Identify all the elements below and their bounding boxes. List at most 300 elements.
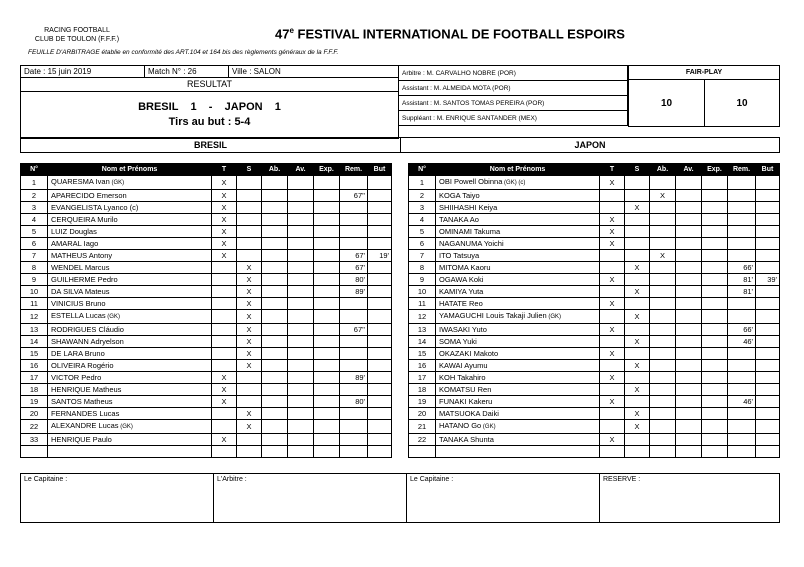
cell-av — [676, 420, 702, 434]
cell-rem — [728, 384, 756, 396]
cell-num: 18 — [21, 384, 48, 396]
cell-name: HATATE Reo — [436, 298, 600, 310]
cell-rem: 66' — [728, 262, 756, 274]
cell-ab — [262, 336, 288, 348]
cell-rem — [728, 176, 756, 190]
cell-name: OMINAMI Takuma — [436, 226, 600, 238]
cell-but — [756, 384, 780, 396]
cell-ab — [650, 238, 676, 250]
table-row — [409, 176, 780, 190]
column-header: T — [212, 164, 237, 176]
cell-ab — [262, 396, 288, 408]
cell-av — [676, 360, 702, 372]
cell-ab — [262, 214, 288, 226]
cell-name: MATHEUS Antony — [48, 250, 212, 262]
cell-rem: 89' — [340, 372, 368, 384]
assistant2-name: Assistant : M. SANTOS TOMAS PEREIRA (POR) — [399, 96, 628, 111]
cell-exp — [314, 238, 340, 250]
cell-av — [288, 202, 314, 214]
cell-but — [368, 298, 392, 310]
cell-av — [676, 298, 702, 310]
cell-name: WENDEL Marcus — [48, 262, 212, 274]
table-row — [21, 384, 392, 396]
cell-s — [625, 324, 650, 336]
column-header: Nom et Prénoms — [436, 164, 600, 176]
cell-but — [368, 372, 392, 384]
cell-but — [756, 190, 780, 202]
cell-av — [676, 408, 702, 420]
cell-av — [676, 396, 702, 408]
table-row — [21, 238, 392, 250]
cell-exp — [314, 360, 340, 372]
cell-rem — [728, 446, 756, 458]
table-row — [409, 420, 780, 434]
cell-av — [288, 274, 314, 286]
cell-name: RODRIGUES Cláudio — [48, 324, 212, 336]
cell-exp — [314, 274, 340, 286]
cell-ab — [262, 286, 288, 298]
column-header: T — [600, 164, 625, 176]
cell-exp — [702, 446, 728, 458]
table-row — [409, 190, 780, 202]
cell-rem — [728, 372, 756, 384]
cell-rem — [340, 176, 368, 190]
cell-num: 16 — [21, 360, 48, 372]
cell-rem — [340, 348, 368, 360]
cell-av — [288, 250, 314, 262]
column-header: S — [237, 164, 262, 176]
cell-but — [368, 446, 392, 458]
cell-name — [436, 446, 600, 458]
cell-ab — [650, 176, 676, 190]
cell-av — [676, 310, 702, 324]
cell-t: X — [600, 274, 625, 286]
home-roster-body — [21, 176, 392, 458]
table-row — [21, 226, 392, 238]
table-row — [21, 250, 392, 262]
column-header: N° — [409, 164, 436, 176]
cell-num: 19 — [21, 396, 48, 408]
column-header: Ab. — [262, 164, 288, 176]
table-row — [21, 434, 392, 446]
cell-t: X — [212, 238, 237, 250]
cell-name: MATSUOKA Daiki — [436, 408, 600, 420]
cell-s — [625, 298, 650, 310]
cell-exp — [314, 336, 340, 348]
cell-but — [368, 360, 392, 372]
cell-ab — [650, 226, 676, 238]
cell-exp — [314, 434, 340, 446]
table-row — [409, 250, 780, 262]
cell-but — [756, 250, 780, 262]
table-row — [409, 348, 780, 360]
cell-but — [756, 238, 780, 250]
cell-rem — [340, 298, 368, 310]
cell-s: X — [237, 310, 262, 324]
cell-ab — [650, 324, 676, 336]
cell-exp — [314, 324, 340, 336]
cell-num: 3 — [21, 202, 48, 214]
table-row — [409, 372, 780, 384]
cell-but — [756, 408, 780, 420]
cell-ab — [650, 286, 676, 298]
cell-name: OGAWA Koki — [436, 274, 600, 286]
cell-exp — [702, 408, 728, 420]
shootout-line: Tirs au but : 5-4 — [168, 116, 251, 128]
cell-but: 19' — [368, 250, 392, 262]
cell-av — [288, 262, 314, 274]
cell-av — [676, 274, 702, 286]
cell-rem: 46' — [728, 336, 756, 348]
cell-rem — [340, 360, 368, 372]
cell-name: KOMATSU Ren — [436, 384, 600, 396]
table-row — [409, 336, 780, 348]
cell-av — [288, 176, 314, 190]
cell-name: DE LARA Bruno — [48, 348, 212, 360]
cell-but — [368, 202, 392, 214]
cell-ab — [262, 360, 288, 372]
cell-but — [756, 360, 780, 372]
cell-ab — [262, 176, 288, 190]
reserve-box: RESERVE : — [600, 474, 780, 523]
cell-exp — [314, 396, 340, 408]
cell-s: X — [237, 298, 262, 310]
cell-t — [600, 336, 625, 348]
table-row — [21, 348, 392, 360]
cell-t — [600, 190, 625, 202]
cell-name: LUIZ Douglas — [48, 226, 212, 238]
cell-but — [756, 298, 780, 310]
cell-num: 22 — [409, 434, 436, 446]
cell-but — [756, 310, 780, 324]
cell-num: 13 — [409, 324, 436, 336]
cell-name: ALEXANDRE Lucas (GK) — [48, 420, 212, 434]
result-label: RESULTAT — [21, 78, 399, 92]
cell-t: X — [600, 348, 625, 360]
cell-exp — [702, 238, 728, 250]
cell-t — [212, 262, 237, 274]
cell-ab: X — [650, 250, 676, 262]
cell-num: 6 — [21, 238, 48, 250]
cell-av — [676, 176, 702, 190]
cell-name: YAMAGUCHI Louis Takaji Julien (GK) — [436, 310, 600, 324]
cell-name: FERNANDES Lucas — [48, 408, 212, 420]
cell-rem — [728, 298, 756, 310]
match-number: Match N° : 26 — [145, 66, 229, 78]
cell-num: 16 — [409, 360, 436, 372]
substitute-name: Suppléant : M. ENRIQUE SANTANDER (MEX) — [399, 111, 628, 126]
cell-s — [237, 250, 262, 262]
cell-rem — [340, 408, 368, 420]
cell-av — [676, 348, 702, 360]
cell-num: 8 — [21, 262, 48, 274]
cell-t: X — [212, 226, 237, 238]
cell-name: VICTOR Pedro — [48, 372, 212, 384]
cell-rem — [340, 434, 368, 446]
cell-ab — [262, 372, 288, 384]
cell-num: 11 — [21, 298, 48, 310]
cell-av — [288, 324, 314, 336]
cell-name: NAGANUMA Yoichi — [436, 238, 600, 250]
captain-away-signature: Le Capitaine : — [407, 474, 600, 523]
cell-num: 11 — [409, 298, 436, 310]
cell-exp — [314, 214, 340, 226]
cell-exp — [702, 384, 728, 396]
cell-name: GUILHERME Pedro — [48, 274, 212, 286]
cell-t — [600, 408, 625, 420]
cell-s — [237, 384, 262, 396]
cell-rem — [728, 250, 756, 262]
cell-rem — [340, 446, 368, 458]
cell-t: X — [212, 250, 237, 262]
cell-t: X — [600, 324, 625, 336]
cell-num — [409, 446, 436, 458]
cell-ab — [650, 396, 676, 408]
table-row — [409, 360, 780, 372]
cell-t: X — [212, 214, 237, 226]
cell-name: TANAKA Shunta — [436, 434, 600, 446]
cell-rem: 66' — [728, 324, 756, 336]
cell-s: X — [237, 336, 262, 348]
cell-name: KOGA Taiyo — [436, 190, 600, 202]
cell-rem: 81' — [728, 286, 756, 298]
cell-t: X — [212, 190, 237, 202]
cell-exp — [314, 176, 340, 190]
cell-s — [625, 214, 650, 226]
organizer-line1: RACING FOOTBALL — [44, 27, 110, 34]
referee-name: Arbitre : M. CARVALHO NOBRE (POR) — [399, 66, 628, 81]
cell-s: X — [237, 274, 262, 286]
cell-but — [756, 262, 780, 274]
column-header: S — [625, 164, 650, 176]
column-header: Av. — [288, 164, 314, 176]
match-date: Date : 15 juin 2019 — [21, 66, 145, 78]
cell-exp — [702, 214, 728, 226]
cell-num: 33 — [21, 434, 48, 446]
cell-ab — [262, 434, 288, 446]
gk-tag: (GK) — [109, 180, 125, 186]
cell-exp — [702, 396, 728, 408]
table-row — [21, 262, 392, 274]
cell-rem — [728, 408, 756, 420]
organizer — [28, 26, 126, 44]
cell-num: 21 — [409, 420, 436, 434]
cell-s: X — [237, 420, 262, 434]
cell-ab — [262, 446, 288, 458]
table-row — [409, 238, 780, 250]
cell-av — [288, 446, 314, 458]
cell-num: 14 — [21, 336, 48, 348]
cell-s: X — [237, 360, 262, 372]
cell-num: 15 — [21, 348, 48, 360]
cell-av — [288, 310, 314, 324]
cell-rem: 67'' — [340, 190, 368, 202]
match-info-table — [20, 65, 399, 139]
gk-tag: (GK) — [118, 424, 133, 430]
cell-name: ITO Tatsuya — [436, 250, 600, 262]
cell-name: IWASAKI Yuto — [436, 324, 600, 336]
table-row — [409, 202, 780, 214]
cell-av — [676, 336, 702, 348]
cell-but — [756, 336, 780, 348]
cell-name: OBI Powell Obinna (GK) (c) — [436, 176, 600, 190]
cell-but — [368, 420, 392, 434]
cell-ab — [650, 384, 676, 396]
match-city: Ville : SALON — [229, 66, 399, 78]
column-header: Av. — [676, 164, 702, 176]
cell-but — [756, 202, 780, 214]
cell-exp — [702, 324, 728, 336]
cell-name: SHIIHASHI Keiya — [436, 202, 600, 214]
table-row — [409, 434, 780, 446]
fairplay-away: 10 — [705, 80, 780, 127]
captain-home-signature: Le Capitaine : — [21, 474, 214, 523]
cell-av — [676, 324, 702, 336]
cell-t — [212, 324, 237, 336]
cell-ab — [262, 324, 288, 336]
cell-s — [237, 202, 262, 214]
cell-exp — [314, 408, 340, 420]
cell-s — [625, 396, 650, 408]
cell-t — [212, 274, 237, 286]
cell-num: 10 — [21, 286, 48, 298]
cell-but — [368, 310, 392, 324]
cell-but — [756, 214, 780, 226]
cell-name: OLIVEIRA Rogério — [48, 360, 212, 372]
cell-rem — [728, 360, 756, 372]
cell-name: KAMIYA Yuta — [436, 286, 600, 298]
cell-av — [676, 446, 702, 458]
cell-num: 12 — [409, 310, 436, 324]
cell-ab — [650, 202, 676, 214]
cell-but — [756, 324, 780, 336]
away-roster-table — [408, 163, 780, 458]
cell-but — [368, 384, 392, 396]
cell-but — [368, 336, 392, 348]
table-row — [21, 190, 392, 202]
cell-s: X — [625, 360, 650, 372]
cell-av — [676, 384, 702, 396]
cell-name: VINICIUS Bruno — [48, 298, 212, 310]
cell-but — [756, 176, 780, 190]
cell-num: 2 — [409, 190, 436, 202]
cell-rem — [728, 434, 756, 446]
cell-num: 15 — [409, 348, 436, 360]
cell-ab — [650, 446, 676, 458]
cell-rem — [728, 420, 756, 434]
cell-num: 18 — [409, 384, 436, 396]
cell-rem — [340, 214, 368, 226]
cell-name: ESTELLA Lucas (GK) — [48, 310, 212, 324]
column-header: But — [368, 164, 392, 176]
cell-av — [676, 262, 702, 274]
cell-t — [600, 202, 625, 214]
table-row — [21, 274, 392, 286]
cell-t: X — [212, 202, 237, 214]
cell-but — [368, 274, 392, 286]
cell-s: X — [625, 420, 650, 434]
cell-s — [625, 434, 650, 446]
gk-tag: (GK) (c) — [502, 180, 526, 186]
gk-tag: (GK) — [546, 314, 562, 320]
cell-num: 9 — [409, 274, 436, 286]
cell-exp — [314, 226, 340, 238]
cell-num: 1 — [21, 176, 48, 190]
cell-t: X — [600, 176, 625, 190]
cell-av — [676, 226, 702, 238]
cell-but — [368, 238, 392, 250]
cell-ab — [650, 310, 676, 324]
signatures-table — [20, 473, 780, 523]
officials-table — [398, 65, 628, 126]
cell-t — [600, 262, 625, 274]
cell-av — [676, 372, 702, 384]
cell-exp — [702, 360, 728, 372]
cell-rem — [728, 310, 756, 324]
cell-s — [237, 190, 262, 202]
table-row — [21, 396, 392, 408]
cell-rem — [728, 214, 756, 226]
table-row — [21, 408, 392, 420]
cell-rem — [340, 202, 368, 214]
cell-but — [756, 348, 780, 360]
cell-exp — [314, 420, 340, 434]
cell-exp — [702, 310, 728, 324]
organizer-line2: CLUB DE TOULON (F.F.F.) — [34, 36, 120, 43]
cell-but: 39' — [756, 274, 780, 286]
table-row — [409, 214, 780, 226]
cell-av — [288, 420, 314, 434]
cell-av — [676, 286, 702, 298]
cell-num: 9 — [21, 274, 48, 286]
cell-num: 7 — [21, 250, 48, 262]
cell-s: X — [625, 310, 650, 324]
cell-but — [756, 226, 780, 238]
cell-num: 2 — [21, 190, 48, 202]
cell-ab — [650, 298, 676, 310]
cell-ab — [650, 214, 676, 226]
cell-t — [600, 250, 625, 262]
cell-ab — [650, 420, 676, 434]
cell-t: X — [212, 384, 237, 396]
cell-av — [676, 434, 702, 446]
column-header: Exp. — [314, 164, 340, 176]
table-row — [21, 336, 392, 348]
cell-s — [625, 446, 650, 458]
cell-num: 6 — [409, 238, 436, 250]
cell-rem: 67'' — [340, 324, 368, 336]
cell-s: X — [625, 384, 650, 396]
cell-s — [237, 226, 262, 238]
cell-ab — [262, 420, 288, 434]
cell-t: X — [600, 226, 625, 238]
home-team-name: BRESIL — [21, 138, 401, 153]
cell-t — [600, 420, 625, 434]
cell-exp — [702, 176, 728, 190]
column-header: Nom et Prénoms — [48, 164, 212, 176]
cell-num: 10 — [409, 286, 436, 298]
cell-t: X — [600, 434, 625, 446]
cell-ab — [262, 238, 288, 250]
cell-num: 4 — [409, 214, 436, 226]
cell-but — [368, 396, 392, 408]
cell-but — [368, 262, 392, 274]
table-row — [21, 202, 392, 214]
cell-t — [212, 286, 237, 298]
cell-s — [625, 238, 650, 250]
cell-name: APARECIDO Emerson — [48, 190, 212, 202]
table-row — [409, 262, 780, 274]
